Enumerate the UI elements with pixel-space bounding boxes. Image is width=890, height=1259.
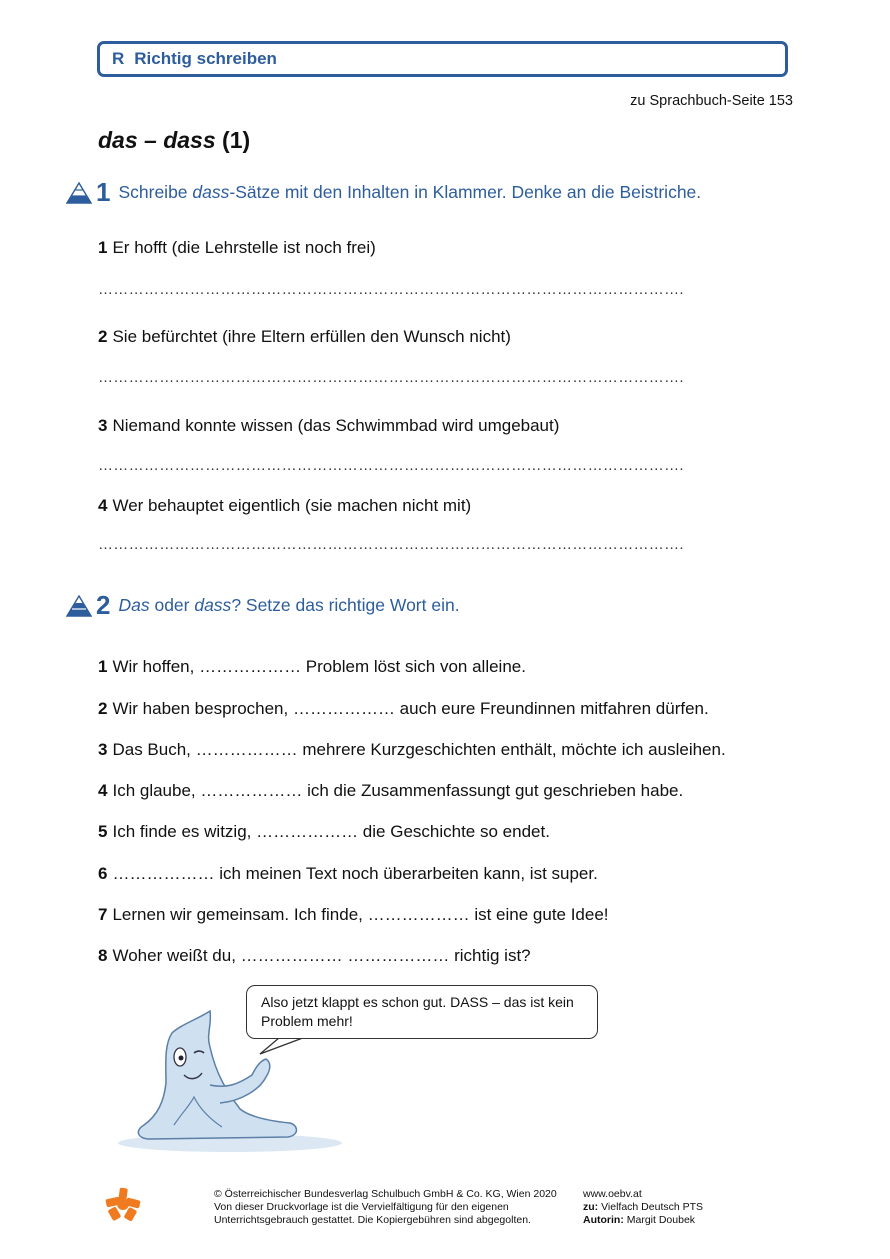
section-header [97,41,788,77]
task-text: Sie befürchtet (ihre Eltern erfüllen den Wunsch nicht) [112,327,511,346]
title-rest: (1) [215,127,251,153]
author-value: Margit Doubek [626,1214,696,1226]
fill-in-item[interactable] [98,822,550,842]
exercise2-instruction [118,595,459,616]
book-reference [583,1201,703,1214]
author-line [583,1214,703,1227]
exercise2-header [66,590,460,621]
publisher-logo-icon [104,1186,142,1222]
task-number: 3 [98,416,108,435]
fill-in-item[interactable] [98,657,526,677]
item-text: Das Buch, ……………… mehrere Kurzgeschichten enthält, möchte ich ausleihen. [112,740,726,759]
item-number: 4 [98,781,108,800]
copyright-line: Unterrichtsgebrauch gestattet. Die Kopiergebühren sind abgegolten. [214,1214,531,1226]
exercise1-header [66,177,701,208]
speech-bubble: Also jetzt klappt es schon gut. DASS – das ist kein Problem mehr! [246,985,598,1039]
item-number: 3 [98,740,108,759]
copyright-line: © Österreichischer Bundesverlag Schulbuch GmbH & Co. KG, Wien 2020 [214,1188,557,1200]
author-label: Autorin: [583,1214,624,1226]
item-text: Ich finde es witzig, ……………… die Geschichte so endet. [112,822,550,841]
fill-in-item[interactable] [98,946,531,966]
ex2-instr-mid: oder [149,595,195,615]
section-title: Richtig schreiben [134,49,277,68]
item-number: 1 [98,657,108,676]
zu-label: zu: [583,1201,599,1213]
item-text: Ich glaube, ……………… ich die Zusammenfassungt gut geschrieben habe. [112,781,684,800]
item-text: Woher weißt du, ……………… ……………… richtig ist? [112,946,531,965]
fill-in-item[interactable] [98,905,609,925]
item-text: ……………… ich meinen Text noch überarbeiten kann, ist super. [112,864,598,883]
answer-line[interactable]: ……………………………………………………………………………………………………. [98,281,684,298]
section-letter: R [112,49,125,68]
copyright-line: Von dieser Druckvorlage ist die Vervielfältigung für den eigenen [214,1201,509,1213]
ex2-instr-post: ? Setze das richtige Wort ein. [231,595,460,615]
answer-line[interactable]: ……………………………………………………………………………………………………. [98,536,684,553]
publication-info [583,1188,703,1227]
exercise1-number: 1 [96,177,111,207]
exercise2-number: 2 [96,590,111,620]
task-number: 2 [98,327,108,346]
item-text: Wir haben besprochen, ……………… auch eure Freundinnen mitfahren dürfen. [112,699,709,718]
item-number: 6 [98,864,108,883]
page-reference: zu Sprachbuch-Seite 153 [630,93,793,109]
ex1-task [98,496,471,516]
ex1-instr-pre: Schreibe [118,182,193,202]
copyright-notice [214,1188,557,1227]
title-italic: das – dass [98,127,216,153]
item-number: 2 [98,699,108,718]
difficulty-pyramid-icon [66,182,92,204]
ex1-instr-post: -Sätze mit den Inhalten in Klammer. Denke an die Beistriche. [229,182,702,202]
fill-in-item[interactable] [98,864,598,884]
website-link[interactable]: www.oebv.at [583,1188,642,1200]
fill-in-item[interactable] [98,699,709,719]
task-text: Wer behauptet eigentlich (sie machen nicht mit) [112,496,472,515]
ex2-instr-italic2: dass [194,595,232,615]
fill-in-item[interactable] [98,781,683,801]
ex1-task [98,238,376,258]
answer-line[interactable]: ……………………………………………………………………………………………………. [98,457,684,474]
answer-line[interactable]: ……………………………………………………………………………………………………. [98,369,684,386]
task-text: Niemand konnte wissen (das Schwimmbad wird umgebaut) [112,416,560,435]
fill-in-item[interactable] [98,740,726,760]
exercise1-instruction [118,182,701,203]
zu-value: Vielfach Deutsch PTS [601,1201,704,1213]
item-number: 8 [98,946,108,965]
item-number: 5 [98,822,108,841]
item-number: 7 [98,905,108,924]
item-text: Lernen wir gemeinsam. Ich finde, ……………… ist eine gute Idee! [112,905,609,924]
ex1-instr-italic: dass [192,182,230,202]
ex1-task [98,327,511,347]
task-number: 1 [98,238,108,257]
ex2-instr-italic1: Das [118,595,150,615]
item-text: Wir hoffen, ……………… Problem löst sich von alleine. [112,657,526,676]
page-title [98,127,250,154]
ex1-task [98,416,559,436]
task-text: Er hofft (die Lehrstelle ist noch frei) [112,238,376,257]
difficulty-pyramid-icon [66,595,92,617]
task-number: 4 [98,496,108,515]
